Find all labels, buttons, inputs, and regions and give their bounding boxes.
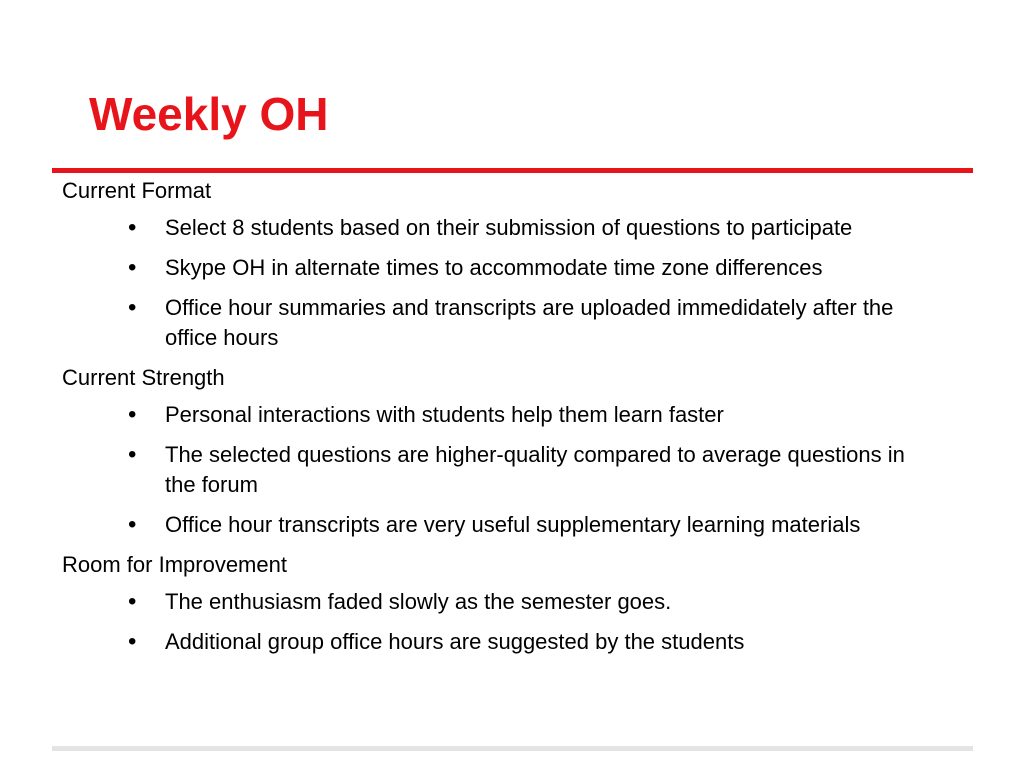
bullet-icon: • — [128, 628, 137, 655]
bullet-text: Office hour transcripts are very useful supplementary learning materials — [165, 512, 861, 537]
bullet-text: The enthusiasm faded slowly as the semester goes. — [165, 589, 672, 614]
bullet-item — [62, 587, 962, 617]
section-room-for-improvement — [62, 550, 962, 657]
bullet-item — [62, 400, 962, 430]
bullet-list — [62, 587, 962, 657]
bullet-text: Personal interactions with students help them learn faster — [165, 402, 724, 427]
bullet-list — [62, 213, 962, 353]
bullet-icon: • — [128, 441, 137, 468]
section-current-strength — [62, 363, 962, 540]
bullet-text: Office hour summaries and transcripts are uploaded immedidately after the office hours — [165, 295, 894, 350]
bullet-text: Select 8 students based on their submission of questions to participate — [165, 215, 853, 240]
bullet-list — [62, 400, 962, 540]
bullet-item — [62, 440, 962, 500]
bullet-icon: • — [128, 214, 137, 241]
bullet-icon: • — [128, 588, 137, 615]
bullet-item — [62, 293, 962, 353]
bullet-icon: • — [128, 511, 137, 538]
bullet-item — [62, 213, 962, 243]
bullet-text: Additional group office hours are suggested by the students — [165, 629, 745, 654]
footer-divider — [52, 746, 973, 751]
section-current-format — [62, 176, 962, 353]
title-underline — [52, 168, 973, 173]
bullet-icon: • — [128, 401, 137, 428]
bullet-icon: • — [128, 294, 137, 321]
section-heading: Room for Improvement — [62, 552, 287, 577]
bullet-text: Skype OH in alternate times to accommodate time zone differences — [165, 255, 823, 280]
bullet-item — [62, 510, 962, 540]
section-heading: Current Format — [62, 178, 212, 203]
bullet-item — [62, 627, 962, 657]
bullet-item — [62, 253, 962, 283]
slide-title: Weekly OH — [89, 88, 329, 140]
slide-content — [62, 176, 962, 667]
bullet-icon: • — [128, 254, 137, 281]
bullet-text: The selected questions are higher-quality compared to average questions in the forum — [165, 442, 905, 497]
section-heading: Current Strength — [62, 365, 225, 390]
